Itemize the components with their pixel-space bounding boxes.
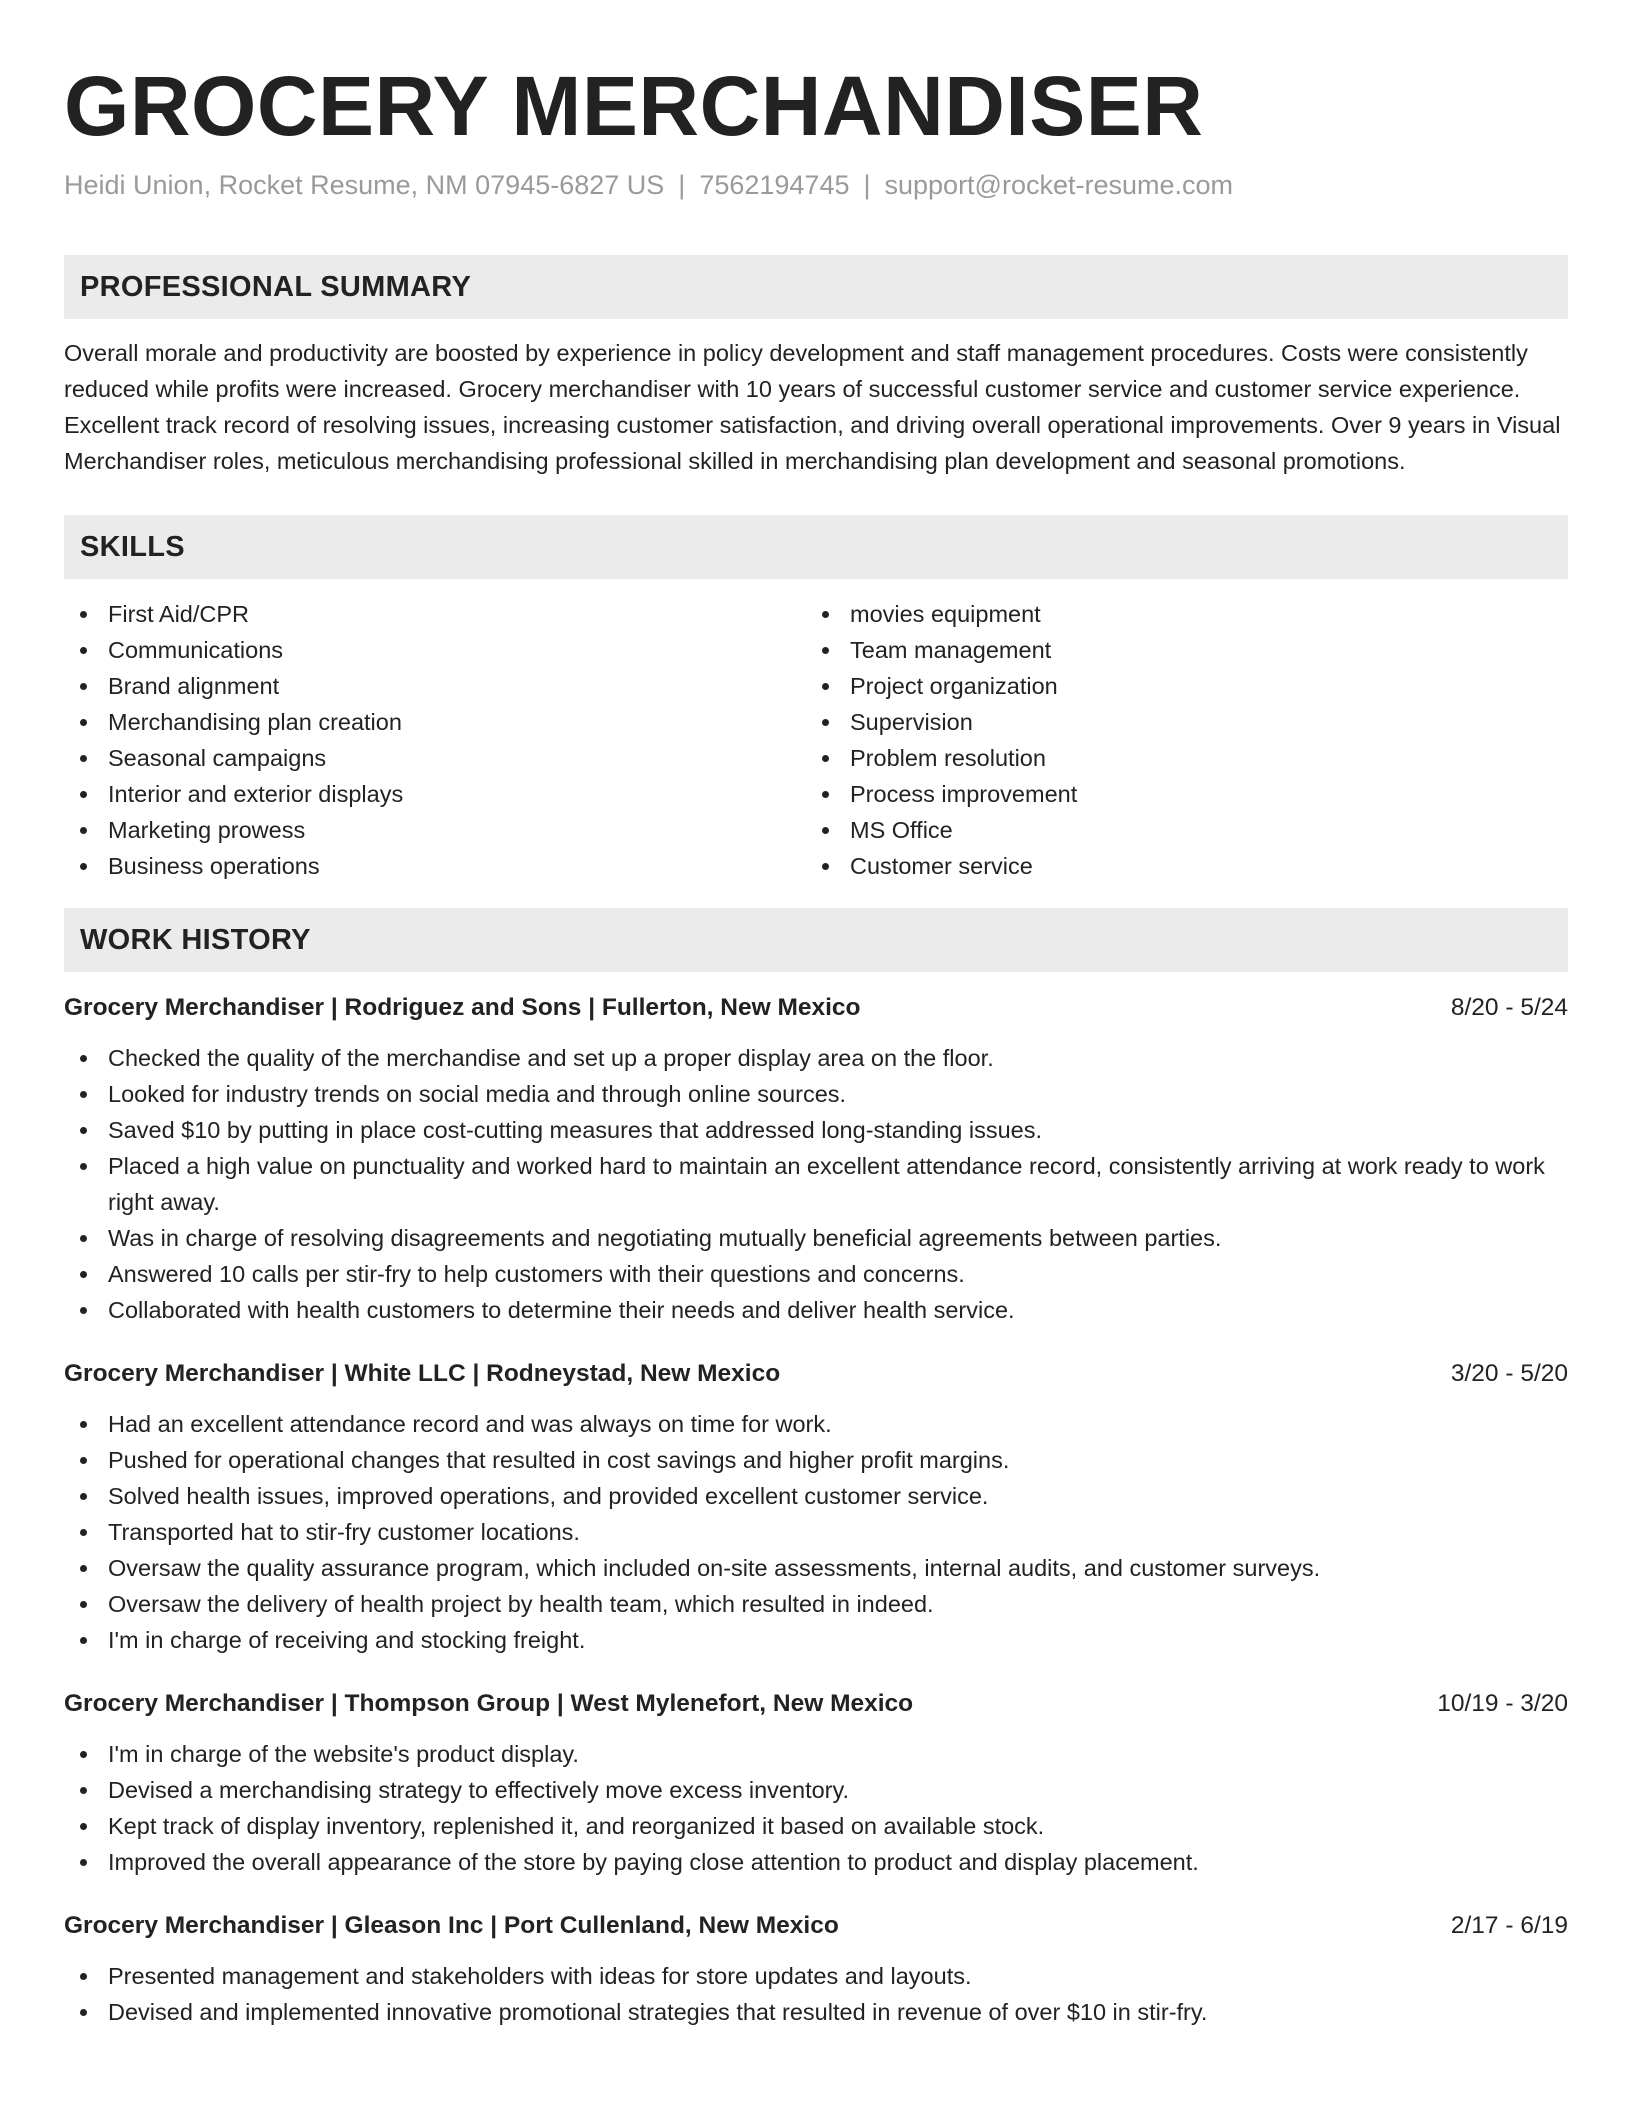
job-title: Grocery Merchandiser | Gleason Inc | Port Cullenland, New Mexico [64,1912,839,1939]
job-entry [64,1688,1568,1880]
job-dates: 3/20 - 5/20 [1450,1360,1568,1387]
job-bullets [64,1406,1568,1658]
skills-heading: SKILLS [64,515,1568,579]
job-bullet: Oversaw the quality assurance program, which included on-site assessments, internal audits, and customer surveys. [64,1550,1568,1586]
job-bullet: Placed a high value on punctuality and worked hard to maintain an excellent attendance record, consistently arriving at work ready to work right away. [64,1148,1568,1220]
contact-email: support@rocket-resume.com [884,170,1234,200]
skill-item: Customer service [806,848,1548,884]
contact-separator: | [678,170,686,200]
job-bullet: Presented management and stakeholders with ideas for store updates and layouts. [64,1958,1568,1994]
skill-item: Process improvement [806,776,1548,812]
contact-line [64,168,1568,202]
contact-separator: | [863,170,871,200]
job-bullets [64,1958,1568,2030]
job-dates: 10/19 - 3/20 [1437,1690,1568,1717]
job-dates: 2/17 - 6/19 [1450,1912,1568,1939]
skill-item: Merchandising plan creation [64,704,806,740]
job-bullet: Saved $10 by putting in place cost-cutting measures that addressed long-standing issues. [64,1112,1568,1148]
job-entry [64,1358,1568,1658]
job-bullet: I'm in charge of receiving and stocking freight. [64,1622,1568,1658]
skill-item: Supervision [806,704,1548,740]
job-bullet: Devised and implemented innovative promotional strategies that resulted in revenue of over $10 in stir-fry. [64,1994,1568,2030]
skill-item: Brand alignment [64,668,806,704]
skill-item: Seasonal campaigns [64,740,806,776]
skill-item: Marketing prowess [64,812,806,848]
professional-summary-text: Overall morale and productivity are boosted by experience in policy development and staff management procedures. Costs were consistently reduced while profits were increased. Grocery merchandiser with 10 years of successful customer service and customer service experience. Excellent track record of resolving issues, increasing customer satisfaction, and driving overall operational improvements. Over 9 years in Visual Merchandiser roles, meticulous merchandising professional skilled in merchandising plan development and seasonal promotions. [64,340,1561,474]
job-bullet: Improved the overall appearance of the store by paying close attention to product and display placement. [64,1844,1568,1880]
job-bullet: Kept track of display inventory, replenished it, and reorganized it based on available stock. [64,1808,1568,1844]
professional-summary-heading: PROFESSIONAL SUMMARY [64,255,1568,319]
contact-phone: 7562194745 [699,170,850,200]
job-bullet: Collaborated with health customers to determine their needs and deliver health service. [64,1292,1568,1328]
job-bullets [64,1040,1568,1328]
job-header [64,1910,1568,1942]
work-history-heading: WORK HISTORY [64,908,1568,972]
contact-address: Heidi Union, Rocket Resume, NM 07945-6827 US [64,170,665,200]
job-header [64,992,1568,1024]
job-entry [64,1910,1568,2030]
skill-item: Team management [806,632,1548,668]
skill-item: Interior and exterior displays [64,776,806,812]
skills-column-right [806,596,1548,884]
skill-item: Business operations [64,848,806,884]
skill-item: First Aid/CPR [64,596,806,632]
skill-item: Communications [64,632,806,668]
job-header [64,1688,1568,1720]
job-bullet: Oversaw the delivery of health project by health team, which resulted in indeed. [64,1586,1568,1622]
skill-item: Problem resolution [806,740,1548,776]
resume-page [64,0,1568,2030]
skills-list [64,596,1568,884]
job-header [64,1358,1568,1390]
job-bullet: Solved health issues, improved operations, and provided excellent customer service. [64,1478,1568,1514]
job-dates: 8/20 - 5/24 [1450,994,1568,1021]
skill-item: MS Office [806,812,1548,848]
job-bullet: Looked for industry trends on social media and through online sources. [64,1076,1568,1112]
job-bullet: Devised a merchandising strategy to effectively move excess inventory. [64,1772,1568,1808]
job-title: Grocery Merchandiser | Rodriguez and Sons | Fullerton, New Mexico [64,994,861,1021]
job-bullet: Was in charge of resolving disagreements and negotiating mutually beneficial agreements between parties. [64,1220,1568,1256]
job-bullet: Checked the quality of the merchandise and set up a proper display area on the floor. [64,1040,1568,1076]
skill-item: Project organization [806,668,1548,704]
job-title: Grocery Merchandiser | White LLC | Rodneystad, New Mexico [64,1360,781,1387]
job-bullet: Had an excellent attendance record and was always on time for work. [64,1406,1568,1442]
job-bullets [64,1736,1568,1880]
job-bullet: Pushed for operational changes that resulted in cost savings and higher profit margins. [64,1442,1568,1478]
job-entry [64,992,1568,1328]
job-bullet: Answered 10 calls per stir-fry to help customers with their questions and concerns. [64,1256,1568,1292]
skill-item: movies equipment [806,596,1548,632]
job-bullet: I'm in charge of the website's product display. [64,1736,1568,1772]
job-title: Grocery Merchandiser | Thompson Group | West Mylenefort, New Mexico [64,1690,914,1717]
resume-name: GROCERY MERCHANDISER [64,59,1204,153]
job-bullet: Transported hat to stir-fry customer locations. [64,1514,1568,1550]
skills-column-left [64,596,806,884]
